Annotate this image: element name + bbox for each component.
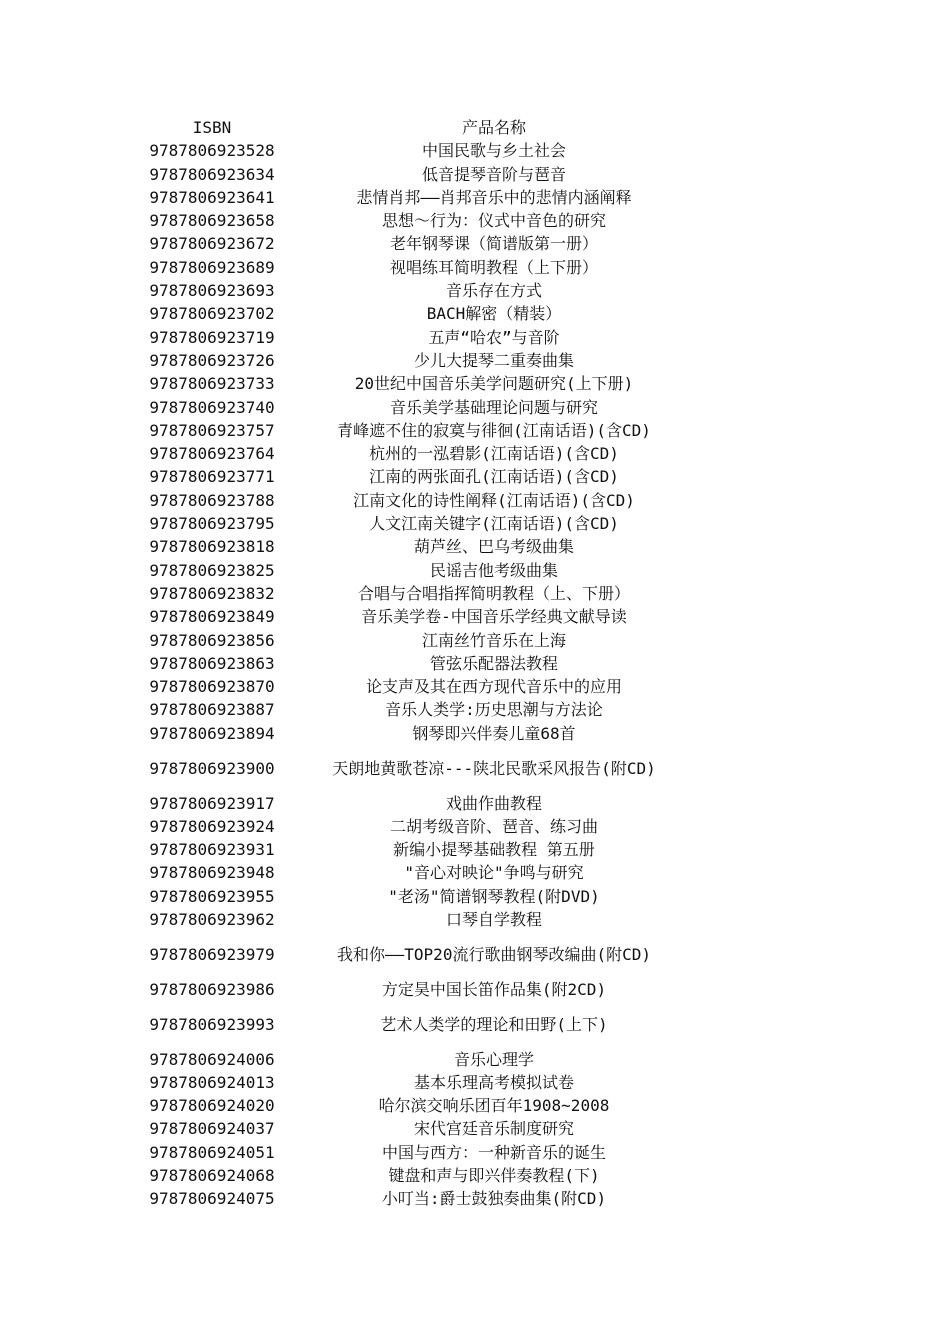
table-row: [138, 978, 718, 1001]
isbn-cell: 9787806923870: [149, 677, 275, 697]
isbn-cell: 9787806923986: [149, 979, 275, 999]
product-name-cell: 杭州的一泓碧影(江南话语)(含CD): [369, 444, 619, 464]
table-row: [138, 396, 718, 419]
product-name-cell: 少儿大提琴二重奏曲集: [413, 350, 574, 370]
product-name-cell: 青峰遮不住的寂寞与徘徊(江南话语)(含CD): [337, 420, 651, 440]
table-row: [138, 1117, 718, 1140]
table-row: [138, 139, 718, 162]
table-header-row: [138, 116, 718, 139]
product-name-cell: 合唱与合唱指挥简明教程（上、下册）: [357, 583, 630, 603]
isbn-cell: 9787806923825: [149, 560, 275, 580]
table-row: [138, 1001, 718, 1048]
product-name-cell: 江南的两张面孔(江南话语)(含CD): [369, 467, 619, 487]
product-name-cell: 悲情肖邦——肖邦音乐中的悲情内涵阐释: [356, 187, 632, 207]
product-name-cell: 五声“哈农”与音阶: [428, 327, 560, 347]
isbn-cell: 9787806923733: [149, 374, 275, 394]
table-row: [138, 815, 718, 838]
isbn-cell: 9787806923900: [149, 758, 275, 778]
table-row: [138, 1141, 718, 1164]
product-name-cell: 我和你——TOP20流行歌曲钢琴改编曲(附CD): [337, 945, 651, 965]
table-row: [138, 745, 718, 792]
table-row: [138, 232, 718, 255]
table-row: [138, 372, 718, 395]
product-name-cell: "老汤"简谱钢琴教程(附DVD): [388, 886, 600, 906]
table-row: [138, 652, 718, 675]
product-name-cell: 思想～行为：仪式中音色的研究: [381, 211, 606, 231]
isbn-cell: 9787806923887: [149, 700, 275, 720]
product-name-cell: 艺术人类学的理论和田野(上下): [380, 1014, 608, 1034]
product-name-cell: 江南文化的诗性阐释(江南话语)(含CD): [353, 490, 635, 510]
isbn-cell: 9787806924051: [149, 1142, 275, 1162]
isbn-cell: 9787806923740: [149, 397, 275, 417]
product-name-cell: 基本乐理高考模拟试卷: [413, 1072, 574, 1092]
isbn-cell: 9787806923832: [149, 583, 275, 603]
product-name-cell: 音乐存在方式: [445, 281, 542, 301]
isbn-cell: 9787806923757: [149, 420, 275, 440]
table-row: [138, 629, 718, 652]
isbn-cell: 9787806923788: [149, 490, 275, 510]
header-product-name: 产品名称: [461, 118, 526, 137]
isbn-cell: 9787806923924: [149, 816, 275, 836]
isbn-cell: 9787806924075: [149, 1189, 275, 1209]
isbn-cell: 9787806923894: [149, 723, 275, 743]
product-name-cell: 小叮当:爵士鼓独奏曲集(附CD): [381, 1189, 607, 1209]
table-row: [138, 861, 718, 884]
isbn-cell: 9787806923528: [149, 141, 275, 161]
product-name-cell: 新编小提琴基础教程 第五册: [393, 840, 595, 860]
table-row: [138, 675, 718, 698]
product-name-cell: 葫芦丝、巴乌考级曲集: [413, 537, 574, 557]
isbn-cell: 9787806923764: [149, 444, 275, 464]
table-row: [138, 302, 718, 325]
isbn-cell: 9787806923771: [149, 467, 275, 487]
product-name-cell: 音乐心理学: [453, 1049, 534, 1069]
table-row: [138, 326, 718, 349]
header-isbn: ISBN: [192, 118, 232, 137]
product-name-cell: 江南丝竹音乐在上海: [421, 630, 566, 650]
table-row: [138, 279, 718, 302]
isbn-cell: 9787806924068: [149, 1166, 275, 1186]
product-name-cell: 哈尔滨交响乐团百年1908~2008: [378, 1096, 610, 1116]
product-name-cell: 老年钢琴课（简谱版第一册）: [389, 234, 598, 254]
table-row: [138, 722, 718, 745]
product-name-cell: 音乐美学基础理论问题与研究: [389, 397, 598, 417]
product-name-cell: 20世纪中国音乐美学问题研究(上下册): [354, 374, 634, 394]
isbn-cell: 9787806923917: [149, 793, 275, 813]
table-row: [138, 209, 718, 232]
table-row: [138, 163, 718, 186]
isbn-cell: 9787806923719: [149, 327, 275, 347]
isbn-cell: 9787806924037: [149, 1119, 275, 1139]
isbn-cell: 9787806923979: [149, 945, 275, 965]
product-name-cell: 人文江南关键字(江南话语)(含CD): [369, 514, 619, 534]
table-row: [138, 349, 718, 372]
isbn-cell: 9787806923955: [149, 886, 275, 906]
isbn-cell: 9787806923726: [149, 350, 275, 370]
table-row: [138, 931, 718, 978]
product-name-cell: 方定昊中国长笛作品集(附2CD): [381, 979, 607, 999]
table-row: [138, 1164, 718, 1187]
table-body: [138, 139, 718, 1210]
product-name-cell: 音乐美学卷-中国音乐学经典文献导读: [361, 607, 627, 627]
isbn-cell: 9787806924020: [149, 1096, 275, 1116]
isbn-cell: 9787806923818: [149, 537, 275, 557]
table-row: [138, 465, 718, 488]
table-row: [138, 1071, 718, 1094]
product-name-cell: 管弦乐配器法教程: [429, 653, 558, 673]
product-table: [138, 116, 718, 1211]
product-name-cell: 宋代宫廷音乐制度研究: [413, 1119, 574, 1139]
isbn-cell: 9787806923795: [149, 514, 275, 534]
table-row: [138, 419, 718, 442]
isbn-cell: 9787806923849: [149, 607, 275, 627]
isbn-cell: 9787806923634: [149, 164, 275, 184]
isbn-cell: 9787806923863: [149, 653, 275, 673]
isbn-cell: 9787806923948: [149, 863, 275, 883]
table-row: [138, 698, 718, 721]
isbn-cell: 9787806923931: [149, 840, 275, 860]
product-name-cell: 中国民歌与乡土社会: [421, 141, 566, 161]
product-name-cell: 戏曲作曲教程: [445, 793, 542, 813]
table-row: [138, 1094, 718, 1117]
table-row: [138, 582, 718, 605]
isbn-cell: 9787806923856: [149, 630, 275, 650]
isbn-cell: 9787806923962: [149, 910, 275, 929]
product-name-cell: 低音提琴音阶与琶音: [421, 164, 566, 184]
table-row: [138, 535, 718, 558]
isbn-cell: 9787806923658: [149, 211, 275, 231]
product-name-cell: 中国与西方：一种新音乐的诞生: [381, 1142, 606, 1162]
isbn-cell: 9787806923993: [149, 1014, 275, 1034]
product-name-cell: 音乐人类学:历史思潮与方法论: [385, 700, 603, 720]
product-name-cell: 键盘和声与即兴伴奏教程(下): [388, 1166, 600, 1186]
table-row: [138, 792, 718, 815]
product-name-cell: 民谣吉他考级曲集: [429, 560, 558, 580]
product-name-cell: BACH解密（精装）: [426, 304, 562, 324]
table-row: [138, 838, 718, 861]
product-name-cell: 视唱练耳简明教程（上下册）: [389, 257, 598, 277]
product-name-cell: 天朗地黄歌苍凉---陕北民歌采风报告(附CD): [332, 758, 656, 778]
table-row: [138, 186, 718, 209]
product-name-cell: 口琴自学教程: [445, 910, 542, 929]
product-name-cell: 论支声及其在西方现代音乐中的应用: [365, 677, 622, 697]
product-name-cell: 钢琴即兴伴奏儿童68首: [412, 723, 576, 743]
table-row: [138, 885, 718, 908]
table-row: [138, 442, 718, 465]
isbn-cell: 9787806923693: [149, 281, 275, 301]
table-row: [138, 256, 718, 279]
table-row: [138, 1187, 718, 1210]
table-row: [138, 605, 718, 628]
isbn-cell: 9787806923641: [149, 187, 275, 207]
isbn-cell: 9787806924013: [149, 1072, 275, 1092]
table-row: [138, 512, 718, 535]
isbn-cell: 9787806923689: [149, 257, 275, 277]
table-row: [138, 489, 718, 512]
isbn-cell: 9787806923672: [149, 234, 275, 254]
isbn-cell: 9787806923702: [149, 304, 275, 324]
table-row: [138, 908, 718, 931]
isbn-cell: 9787806924006: [149, 1049, 275, 1069]
table-row: [138, 559, 718, 582]
product-name-cell: "音心对映论"争鸣与研究: [404, 863, 584, 883]
product-name-cell: 二胡考级音阶、琶音、练习曲: [389, 816, 598, 836]
table-row: [138, 1048, 718, 1071]
